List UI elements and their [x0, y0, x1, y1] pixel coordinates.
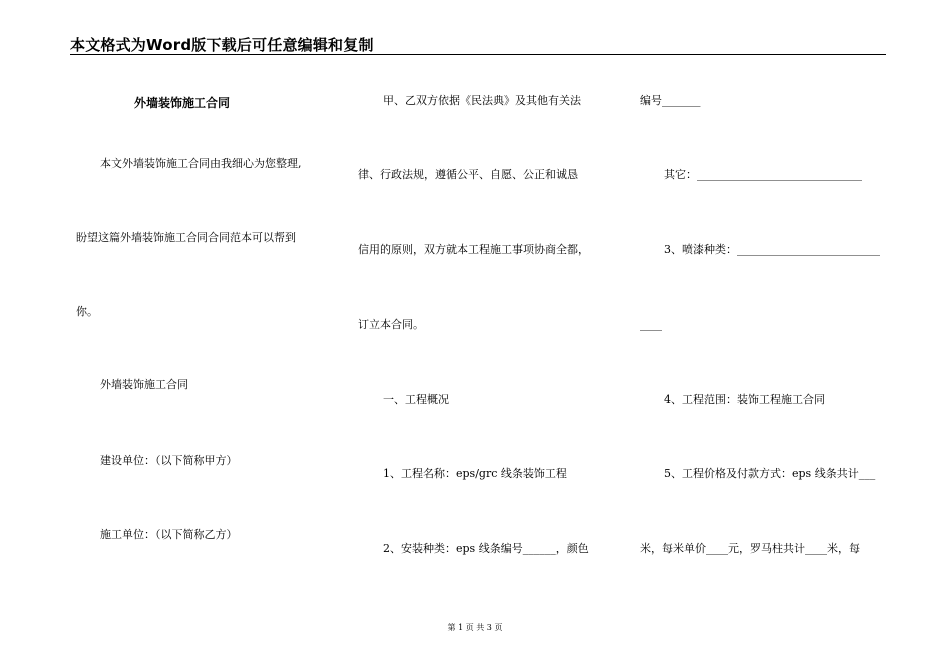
- paragraph-line: 5、工程价格及付款方式：eps 线条共计___: [664, 467, 876, 480]
- paragraph-line: 建设单位：（以下简称甲方）: [100, 454, 238, 467]
- paragraph-line: 本文外墙装饰施工合同由我细心为您整理,: [100, 157, 302, 170]
- paragraph-line: 其它：______________________________: [664, 168, 862, 181]
- paragraph-line: 订立本合同。: [358, 318, 424, 331]
- paragraph-line: 你。: [76, 305, 98, 318]
- paragraph-line: ____: [640, 318, 662, 331]
- paragraph-line: 米，每米单价____元，罗马柱共计____米，每: [640, 542, 860, 555]
- paragraph-line: 2、安装种类：eps 线条编号______，颜色: [383, 542, 589, 555]
- page-number: 第 1 页 共 3 页: [447, 623, 503, 632]
- paragraph-line: 信用的原则，双方就本工程施工事项协商全都，: [358, 243, 589, 256]
- paragraph-line: 施工单位：（以下简称乙方）: [100, 528, 238, 541]
- paragraph-line: 1、工程名称：eps/grc 线条装饰工程: [383, 467, 567, 480]
- paragraph-line: 律、行政法规，遵循公平、自愿、公正和诚恳: [358, 168, 578, 181]
- paragraph-line: 外墙装饰施工合同: [100, 378, 188, 391]
- paragraph-line: 一、工程概况: [383, 393, 449, 406]
- paragraph-line: 3、喷漆种类：__________________________: [664, 243, 880, 256]
- document-title: 外墙装饰施工合同: [134, 96, 231, 110]
- paragraph-line: 编号_______: [640, 94, 701, 107]
- banner-text: 本文格式为Word版下载后可任意编辑和复制: [70, 36, 374, 54]
- paragraph-line: 盼望这篇外墙装饰施工合同合同范本可以帮到: [76, 231, 296, 244]
- header-banner: [70, 30, 886, 55]
- paragraph-line: 甲、乙双方依据《民法典》及其他有关法: [383, 94, 581, 107]
- paragraph-line: 4、工程范围：装饰工程施工合同: [664, 393, 825, 406]
